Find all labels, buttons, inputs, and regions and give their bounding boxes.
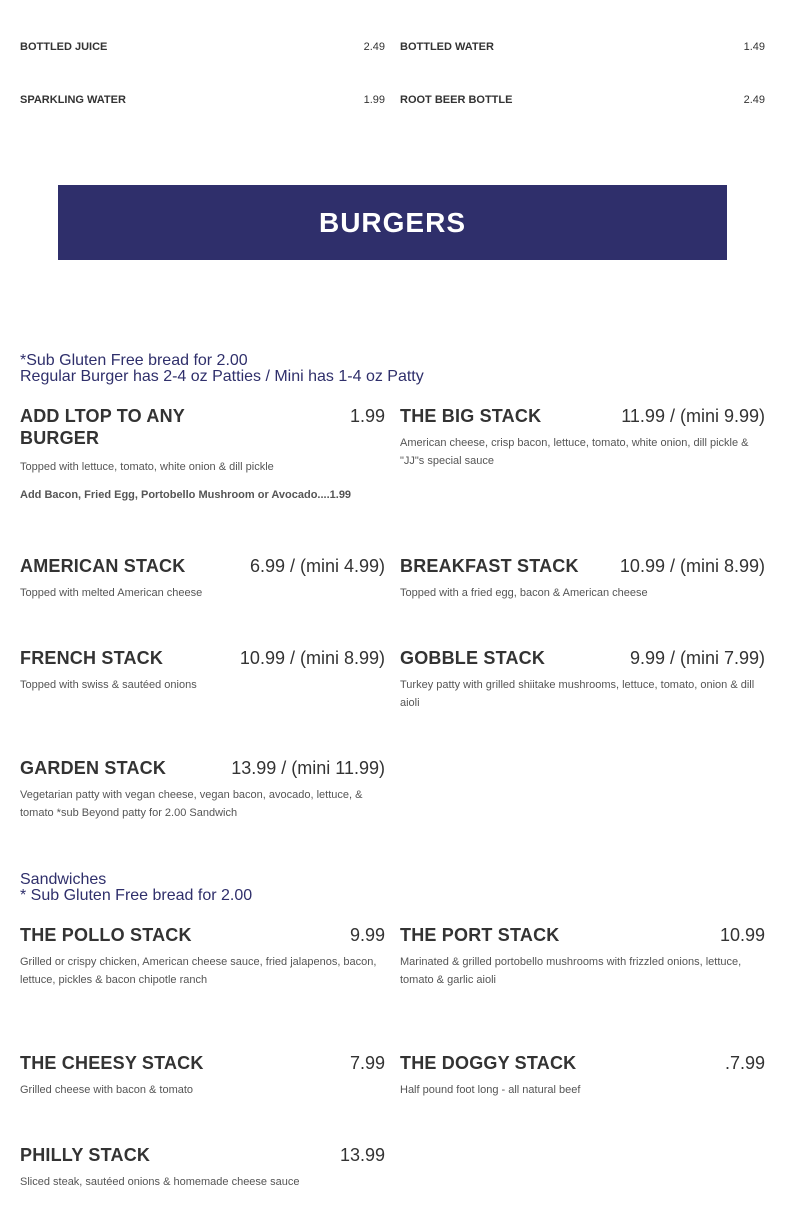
drink-price: 1.99 <box>363 94 385 106</box>
drink-item <box>20 94 385 106</box>
sandwiches-heading: Sandwiches <box>20 871 107 888</box>
item-description: Topped with melted American cheese <box>20 587 203 599</box>
drink-name: BOTTLED JUICE <box>20 41 108 53</box>
item-name: THE CHEESY STACK <box>20 1053 204 1073</box>
item-price: 10.99 / (mini 8.99) <box>619 556 765 576</box>
item-price: 9.99 <box>349 925 385 945</box>
item-price: 13.99 <box>339 1145 385 1165</box>
menu-item <box>20 647 385 694</box>
item-name: PHILLY STACK <box>20 1145 151 1165</box>
item-name: GARDEN STACK <box>20 758 167 778</box>
item-name: THE POLLO STACK <box>20 925 192 945</box>
gluten-free-note: * Sub Gluten Free bread for 2.00 <box>20 887 253 904</box>
menu-item <box>20 405 385 502</box>
item-description: Topped with swiss & sautéed onions <box>20 679 197 691</box>
item-price: .7.99 <box>724 1053 765 1073</box>
item-name: AMERICAN STACK <box>20 556 186 576</box>
item-price: 10.99 <box>719 925 765 945</box>
gluten-free-note: *Sub Gluten Free bread for 2.00 <box>20 352 248 369</box>
item-name: THE BIG STACK <box>400 406 542 426</box>
menu-item <box>20 757 385 822</box>
menu-item <box>20 555 385 602</box>
item-price: 6.99 / (mini 4.99) <box>249 556 385 576</box>
item-price: 1.99 <box>349 406 385 426</box>
item-description: Grilled or crispy chicken, American cheese sauce, fried jalapenos, bacon, lettuce, pickles & bacon chipotle ranch <box>20 956 377 986</box>
item-name: FRENCH STACK <box>20 648 164 668</box>
burgers-banner <box>58 185 727 260</box>
item-description: Marinated & grilled portobello mushrooms with frizzled onions, lettuce, tomato & garlic aioli <box>400 956 742 986</box>
item-name: THE DOGGY STACK <box>400 1053 577 1073</box>
item-name: GOBBLE STACK <box>400 648 546 668</box>
drink-name: ROOT BEER BOTTLE <box>400 94 513 106</box>
drink-name: SPARKLING WATER <box>20 94 126 106</box>
menu-item <box>400 405 765 470</box>
menu-item <box>400 1052 765 1099</box>
patty-note: Regular Burger has 2-4 oz Patties / Mini has 1-4 oz Patty <box>20 368 424 385</box>
menu-item <box>20 924 385 989</box>
item-addon: Add Bacon, Fried Egg, Portobello Mushroom or Avocado....1.99 <box>20 489 352 501</box>
item-price: 9.99 / (mini 7.99) <box>629 648 765 668</box>
section-title: BURGERS <box>318 206 466 238</box>
item-description: Sliced steak, sautéed onions & homemade cheese sauce <box>20 1176 300 1188</box>
menu-item <box>20 1052 385 1099</box>
sandwiches-notes <box>20 872 252 904</box>
drink-price: 1.49 <box>743 41 765 53</box>
drink-item <box>400 41 765 53</box>
drink-price: 2.49 <box>743 94 765 106</box>
item-description: Grilled cheese with bacon & tomato <box>20 1084 194 1096</box>
item-name: ADD LTOP TO ANY BURGER <box>20 406 186 448</box>
item-price: 11.99 / (mini 9.99) <box>621 406 765 426</box>
drink-item <box>400 94 765 106</box>
drink-price: 2.49 <box>363 41 385 53</box>
item-price: 13.99 / (mini 11.99) <box>231 758 385 778</box>
item-description: Turkey patty with grilled shiitake mushrooms, lettuce, tomato, onion & dill aioli <box>400 679 755 709</box>
item-description: American cheese, crisp bacon, lettuce, tomato, white onion, dill pickle & "JJ"s special sauce <box>400 437 749 467</box>
item-price: 7.99 <box>349 1053 385 1073</box>
item-name: BREAKFAST STACK <box>400 556 579 576</box>
drink-name: BOTTLED WATER <box>400 41 494 53</box>
menu-item <box>400 555 765 602</box>
item-description: Topped with a fried egg, bacon & American cheese <box>400 587 648 599</box>
item-name: THE PORT STACK <box>400 925 560 945</box>
menu-item <box>400 647 765 712</box>
drink-item <box>20 41 385 53</box>
menu-item <box>20 1144 385 1191</box>
item-price: 10.99 / (mini 8.99) <box>239 648 385 668</box>
item-description: Half pound foot long - all natural beef <box>400 1084 581 1096</box>
item-description: Vegetarian patty with vegan cheese, vegan bacon, avocado, lettuce, & tomato *sub Beyond patty for 2.00 Sandwich <box>20 789 363 819</box>
burgers-notes <box>20 353 424 385</box>
item-description: Topped with lettuce, tomato, white onion & dill pickle <box>20 461 274 473</box>
menu-item <box>400 924 765 989</box>
